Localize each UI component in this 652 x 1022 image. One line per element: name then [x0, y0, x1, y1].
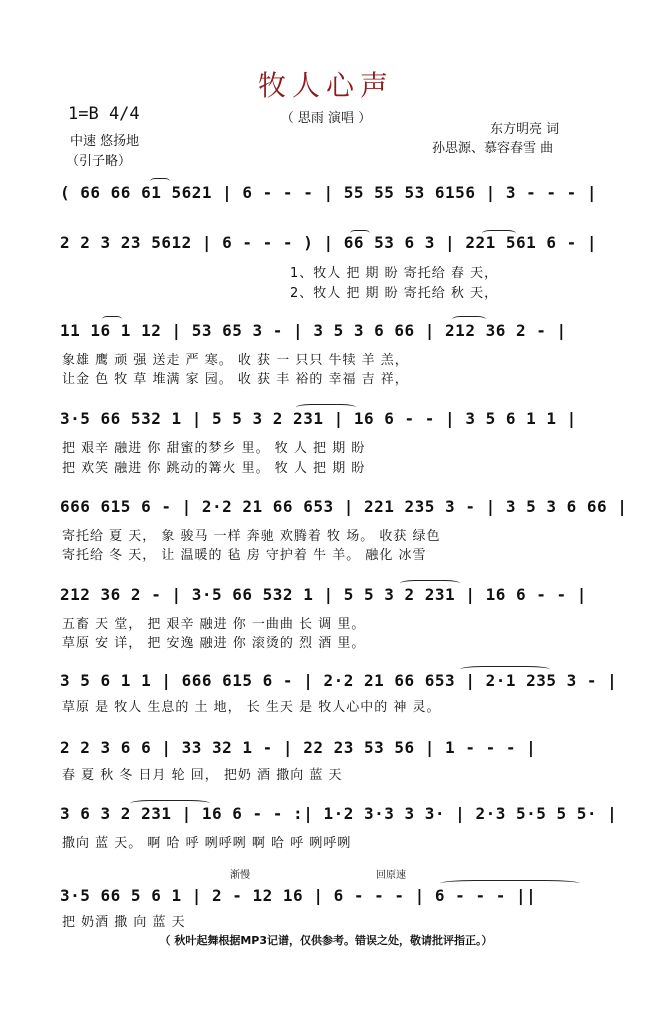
score-line-3: 11 16 1 12 | 53 65 3 - | 3 5 3 6 66 | 212 36 2 - |: [60, 321, 567, 340]
score-line-4: 3·5 66 532 1 | 5 5 3 2 231 | 16 6 - - | 3 5 6 1 1 |: [60, 409, 577, 428]
lyric-9-1: 撒向 蓝 天。 啊 哈 呼 咧呼咧 啊 哈 呼 咧呼咧: [62, 836, 352, 851]
tempo-marking: 中速 悠扬地: [70, 134, 140, 149]
key-signature: 1=B 4/4: [68, 104, 140, 124]
slur: [150, 178, 170, 185]
slur: [440, 880, 580, 887]
lyric-2-1: 1、牧人 把 期 盼 寄托给 春 天，: [290, 266, 499, 281]
slur: [350, 230, 370, 237]
score-line-1: ( 66 66 61 5621 | 6 - - - | 55 55 53 6156 | 3 - - - |: [60, 183, 598, 202]
lyric-3-2: 让金 色 牧 草 堆满 家 园。 收 获 丰 裕的 幸福 吉 祥，: [62, 372, 409, 387]
slur: [460, 666, 550, 673]
score-line-7: 3 5 6 1 1 | 666 615 6 - | 2·2 21 66 653 | 2·1 235 3 - |: [60, 671, 618, 690]
lyric-5-1: 寄托给 夏 天， 象 骏马 一样 奔驰 欢腾着 牧 场。 收获 绿色: [62, 529, 441, 544]
lyric-2-2: 2、牧人 把 期 盼 寄托给 秋 天，: [290, 286, 499, 301]
footer-note: （ 秋叶起舞根据MP3记谱，仅供参考。错误之处，敬请批评指正。）: [159, 934, 493, 947]
singer-credit: （ 思雨 演唱 ）: [280, 111, 372, 126]
song-title: 牧人心声: [257, 69, 394, 102]
score-line-5: 666 615 6 - | 2·2 21 66 653 | 221 235 3 - | 3 5 3 6 66 |: [60, 497, 628, 516]
score-line-8: 2 2 3 6 6 | 33 32 1 - | 22 23 53 56 | 1 - - - |: [60, 738, 537, 757]
slur: [296, 404, 356, 411]
lyric-5-2: 寄托给 冬 天， 让 温暖的 毡 房 守护着 牛 羊。 融化 冰雪: [62, 548, 427, 563]
slur: [400, 580, 460, 587]
score-line-10: 3·5 66 5 6 1 | 2 - 12 16 | 6 - - - | 6 - - - ||: [60, 886, 537, 905]
slur: [130, 800, 210, 807]
lyric-8-1: 春 夏 秋 冬 日月 轮 回， 把奶 酒 撒向 蓝 天: [62, 768, 343, 783]
lyric-7-1: 草原 是 牧人 生息的 土 地， 长 生天 是 牧人心中的 神 灵。: [62, 700, 441, 715]
lyric-4-2: 把 欢笑 融进 你 跳动的篝火 里。 牧 人 把 期 盼: [62, 461, 366, 476]
a-tempo-mark: 回原速: [376, 870, 406, 881]
score-line-9: 3 6 3 2 231 | 16 6 - - :| 1·2 3·3 3 3· | 2·3 5·5 5 5· |: [60, 804, 618, 823]
slur: [102, 316, 122, 323]
intro-note: （引子略）: [66, 154, 132, 169]
slur: [482, 230, 516, 237]
lyric-6-2: 草原 安 详， 把 安逸 融进 你 滚烫的 烈 酒 里。: [62, 636, 366, 651]
lyric-10-1: 把 奶酒 撒 向 蓝 天: [62, 915, 186, 930]
lyricist-credit: 东方明亮 词: [490, 122, 560, 137]
lyric-4-1: 把 艰辛 融进 你 甜蜜的梦乡 里。 牧 人 把 期 盼: [62, 441, 366, 456]
composer-credit: 孙思源、慕容春雪 曲: [432, 141, 554, 156]
ritardando-mark: 渐慢: [230, 870, 250, 881]
slur: [452, 316, 486, 323]
score-line-2: 2 2 3 23 5612 | 6 - - - ) | 66 53 6 3 | 221 561 6 - |: [60, 233, 598, 252]
score-line-6: 212 36 2 - | 3·5 66 532 1 | 5 5 3 2 231 | 16 6 - - |: [60, 585, 587, 604]
lyric-6-1: 五畜 天 堂， 把 艰辛 融进 你 一曲曲 长 调 里。: [62, 617, 366, 632]
lyric-3-1: 象雄 鹰 顽 强 送走 严 寒。 收 获 一 只只 牛犊 羊 羔，: [62, 353, 409, 368]
